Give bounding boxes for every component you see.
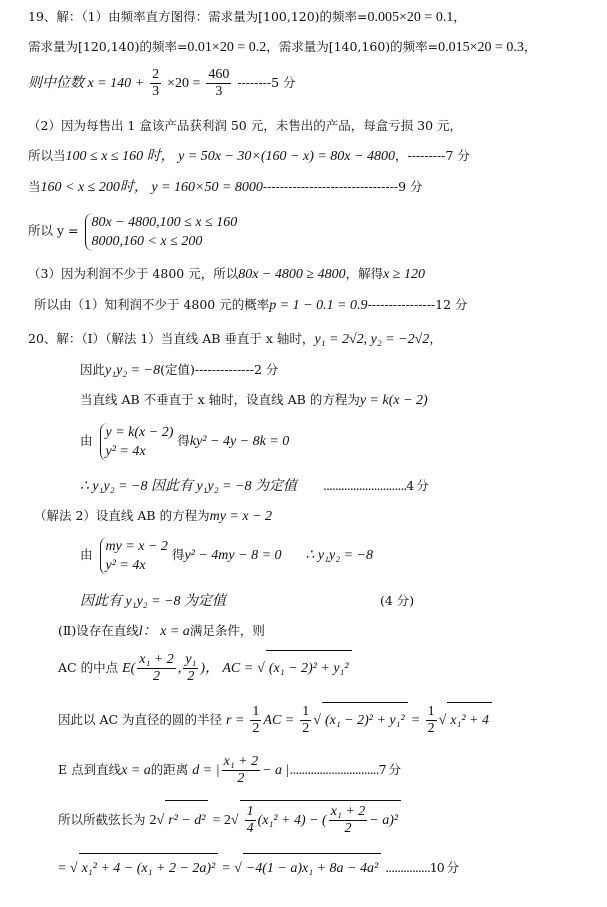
sqrt-icon — [157, 813, 165, 828]
sqrt-icon — [313, 713, 321, 728]
q20-l9-end: 满足条件，则 — [189, 623, 265, 638]
q20-l13-frac2 — [329, 804, 368, 837]
q20-l11-f2n: 1 — [302, 704, 310, 719]
q20-l4-text: 由 — [80, 433, 93, 448]
q20-l10-f1n: x₁ + 2 — [139, 652, 174, 667]
q19-l1-math: 0.005×20 = 0.1 — [367, 10, 454, 25]
q20-l10-text: AC 的中点 — [58, 660, 119, 675]
q19-l2-text: 需求量为[120,140)的频率= — [28, 39, 188, 54]
q19-l9-text: 所以由（1）知利润不少于 4800 元的概率 — [34, 297, 270, 312]
q19-l9-score: ----------------12 分 — [367, 297, 468, 312]
q20-l9-text: (Ⅱ)设存在直线 — [58, 623, 139, 638]
q20-l11-f1d: 2 — [252, 721, 260, 736]
q20-l11-text: 因此以 AC 为直径的圆的半径 — [58, 712, 223, 727]
q20-l7-sys2: y² = 4x — [105, 557, 146, 573]
q20-l14-eq: = — [58, 861, 66, 876]
q20-l4-mid: 得 — [177, 433, 190, 448]
q20-l2-score: --------------2 分 — [194, 362, 279, 377]
q19-l1-end: ， — [453, 9, 466, 24]
q20-l7-end: ∴ y₁y₂ = −8 — [305, 548, 373, 563]
q19-l5-score: ，---------7 分 — [394, 148, 470, 163]
q20-l8-text: 因此有 y₁y₂ = −8 为定值 — [80, 594, 227, 609]
q19-l8-text: （3）因为利润不少于 4800 元，所以 — [28, 266, 239, 281]
q19-l1-text: 19、解：（1）由频率直方图得：需求量为[100,120)的频率= — [28, 9, 368, 24]
q20-l14-eq2: = — [222, 861, 231, 876]
q20-l7-sys1: my = x − 2 — [105, 538, 168, 554]
q20-l10-mid: )， AC = — [200, 661, 254, 676]
q19-l7-text: 所以 y = — [28, 223, 79, 238]
q20-l12-fd: 2 — [237, 771, 245, 786]
q20-l12-math: x = a — [121, 763, 151, 778]
q19-l9-math: p = 1 − 0.1 = 0.9 — [269, 298, 368, 313]
q20-line-9 — [58, 622, 265, 641]
q20-l11-frac3 — [426, 704, 437, 737]
q20-l13-f2d: 2 — [344, 821, 352, 837]
q20-l13-fn: 1 — [246, 804, 254, 820]
q20-l12-frac — [222, 754, 261, 787]
q20-l11-f2d: 2 — [302, 721, 310, 736]
q20-l12-text: E 点到直线 — [58, 762, 122, 777]
q20-l12-fn: x₁ + 2 — [223, 754, 259, 769]
q19-l8-mid: ，解得 — [345, 266, 384, 281]
q20-l13-f2n: x₁ + 2 — [330, 804, 366, 820]
q20-l3-text: 当直线 AB 不垂直于 x 轴时，设直线 AB 的方程为 — [80, 392, 360, 407]
q20-l10-sqrt: (x₁ − 2)² + y₁² — [266, 650, 352, 687]
q19-l3-mid: ×20 = — [167, 76, 201, 91]
q20-l4-sys1: y = k(x − 2) — [105, 424, 174, 440]
q20-l13-text: 所以所截弦长为 — [58, 812, 146, 827]
q20-line-2 — [80, 361, 278, 380]
q20-l14-sqrt1: x₁² + 4 − (x₁ + 2 − 2a)² — [79, 853, 219, 884]
q20-l5-text: ∴ y₁y₂ = −8 因此有 y₁y₂ = −8 为定值 — [80, 479, 298, 494]
q19-line-9 — [34, 296, 468, 315]
q19-l3-frac2-num: 460 — [208, 67, 230, 82]
q20-l13-math: 2 — [149, 813, 157, 828]
q20-l13-frac1 — [245, 804, 256, 837]
q20-line-10 — [58, 650, 352, 687]
q20-l11-r: r = — [226, 713, 245, 728]
q19-l2-math2: 0.015×20 = 0.3 — [438, 40, 524, 55]
q20-l13-in1: (x₁² + 4) − ( — [257, 813, 327, 828]
q20-line-13 — [58, 800, 401, 841]
q20-l1-math: y₁ = 2√2, y₂ = −2√2 — [314, 332, 430, 347]
q20-l11-ac: AC = — [263, 713, 295, 728]
sqrt-icon — [70, 861, 78, 876]
q20-line-3 — [80, 391, 428, 410]
q19-l3-frac1 — [150, 67, 161, 100]
q19-l7-case2: 8000,160 < x ≤ 200 — [91, 233, 203, 249]
q20-l11-f1n: 1 — [252, 704, 260, 719]
q20-l14-sqrt2: −4(1 − a)x₁ + 8a − 4a² — [243, 853, 381, 884]
q19-l3-text: 则中位数 x = 140 + — [28, 76, 145, 91]
q20-l1-text: 20、解：（Ⅰ）（解法 1）当直线 AB 垂直于 x 轴时， — [28, 331, 315, 346]
q20-l2-mid: (定值) — [160, 362, 195, 377]
q20-l10-E: E( — [122, 661, 136, 676]
q20-l1-end: ， — [429, 331, 442, 346]
q19-line-6 — [28, 178, 423, 197]
q20-l11-frac2 — [300, 704, 311, 737]
q20-l10-f2d: 2 — [187, 669, 195, 684]
q19-line-7 — [28, 210, 237, 252]
q20-l10-frac1 — [137, 652, 176, 685]
q19-line-3 — [28, 66, 296, 101]
q20-l10-f1d: 2 — [153, 669, 161, 684]
q20-l11-sqrt2: x₁² + 4 — [447, 702, 492, 739]
sqrt-icon — [439, 713, 447, 728]
q20-line-7 — [80, 534, 373, 577]
q20-line-5 — [80, 477, 428, 496]
q19-l2-end: ， — [523, 39, 537, 54]
q19-l2-math: 0.01×20 = 0.2 — [187, 40, 267, 55]
q19-l6-text: 当 — [28, 179, 41, 194]
q20-line-11 — [58, 702, 492, 739]
q19-line-5 — [28, 147, 470, 166]
q20-l6-math: my = x − 2 — [209, 509, 273, 524]
q20-l2-math: y₁y₂ = −8 — [105, 363, 161, 378]
q19-line-2 — [28, 38, 536, 57]
q20-l7-text: 由 — [80, 547, 93, 562]
q20-line-14 — [58, 853, 458, 884]
q20-line-8 — [80, 592, 415, 611]
q20-l11-f3d: 2 — [427, 721, 435, 736]
q20-l7-system — [100, 537, 168, 575]
q20-l13-sqrt2 — [240, 800, 402, 841]
sqrt-icon — [234, 861, 242, 876]
q20-l10-frac2 — [183, 652, 198, 685]
q19-l8-math: 80x − 4800 ≥ 4800 — [238, 267, 346, 282]
q20-l11-sqrt1: (x₁ − 2)² + y₁² — [322, 702, 408, 739]
q19-l6-score: --------------------------------9 分 — [262, 179, 423, 194]
q20-l11-eq: = — [411, 713, 420, 728]
q20-l4-system — [100, 423, 174, 461]
q20-l4-sys2: y² = 4x — [105, 443, 146, 459]
q20-l5-score: ............................4 分 — [323, 478, 428, 493]
q20-l14-score: ...............10 分 — [385, 860, 459, 875]
q19-l5-math: 100 ≤ x ≤ 160 时， y = 50x − 30×(160 − x) = 80x − 4800 — [65, 149, 395, 164]
q19-l3-frac2 — [206, 67, 231, 100]
q20-l11-f3n: 1 — [427, 704, 435, 719]
q19-l2-mid: ，需求量为[140,160)的频率= — [266, 39, 439, 54]
q20-l2-text: 因此 — [80, 362, 106, 377]
q20-l11-frac1 — [250, 704, 261, 737]
q19-l3-frac1-den: 3 — [152, 84, 160, 99]
q20-l7-mid: 得 — [171, 547, 185, 562]
sqrt-icon — [231, 813, 239, 828]
q20-l4-math: ky² − 4y − 8k = 0 — [189, 434, 290, 449]
q20-l12-mid: 的距离 — [150, 762, 189, 777]
q20-l7-math: y² − 4my − 8 = 0 — [184, 548, 282, 563]
q19-l7-case1: 80x − 4800,100 ≤ x ≤ 160 — [91, 214, 238, 230]
q20-line-4 — [80, 420, 289, 463]
q19-l3-score: --------5 分 — [237, 75, 296, 90]
q20-line-1 — [28, 330, 442, 349]
q20-l13-in2: − a)² — [369, 813, 399, 828]
q20-l12-d: d = | — [192, 763, 220, 778]
q19-l3-frac1-num: 2 — [152, 67, 160, 82]
q19-line-1 — [28, 8, 466, 27]
q20-l13-sqrt1: r² − d² — [165, 800, 208, 841]
q20-l13-fd: 4 — [246, 821, 254, 837]
q19-line-4 — [28, 117, 462, 135]
sqrt-icon — [257, 661, 265, 676]
q20-l13-eq: = 2 — [212, 813, 231, 828]
q19-l5-text: 所以当 — [28, 148, 66, 163]
q20-l10-f2n: y₁ — [185, 652, 197, 667]
q20-l9-math: l： x = a — [138, 624, 190, 639]
q20-line-6 — [34, 507, 272, 526]
q20-l3-math: y = k(x − 2) — [359, 393, 428, 408]
q19-l8-math2: x ≥ 120 — [383, 267, 425, 282]
q20-line-12 — [58, 752, 400, 789]
q20-l12-score: ..............................7 分 — [289, 762, 401, 777]
q19-l7-cases — [85, 213, 237, 251]
q20-l6-text: （解法 2）设直线 AB 的方程为 — [34, 508, 210, 523]
q20-l10-comma: , — [177, 661, 182, 676]
q19-l6-math: 160 < x ≤ 200时， y = 160×50 = 8000 — [40, 180, 263, 195]
q19-line-8 — [28, 265, 425, 284]
q19-l3-frac2-den: 3 — [215, 84, 223, 99]
q19-l4-text: （2）因为每售出 1 盒该产品获利润 50 元，未售出的产品，每盒亏损 30 元， — [28, 118, 463, 133]
q20-l8-score: (4 分) — [380, 593, 415, 608]
q20-l12-end: − a | — [262, 763, 290, 778]
